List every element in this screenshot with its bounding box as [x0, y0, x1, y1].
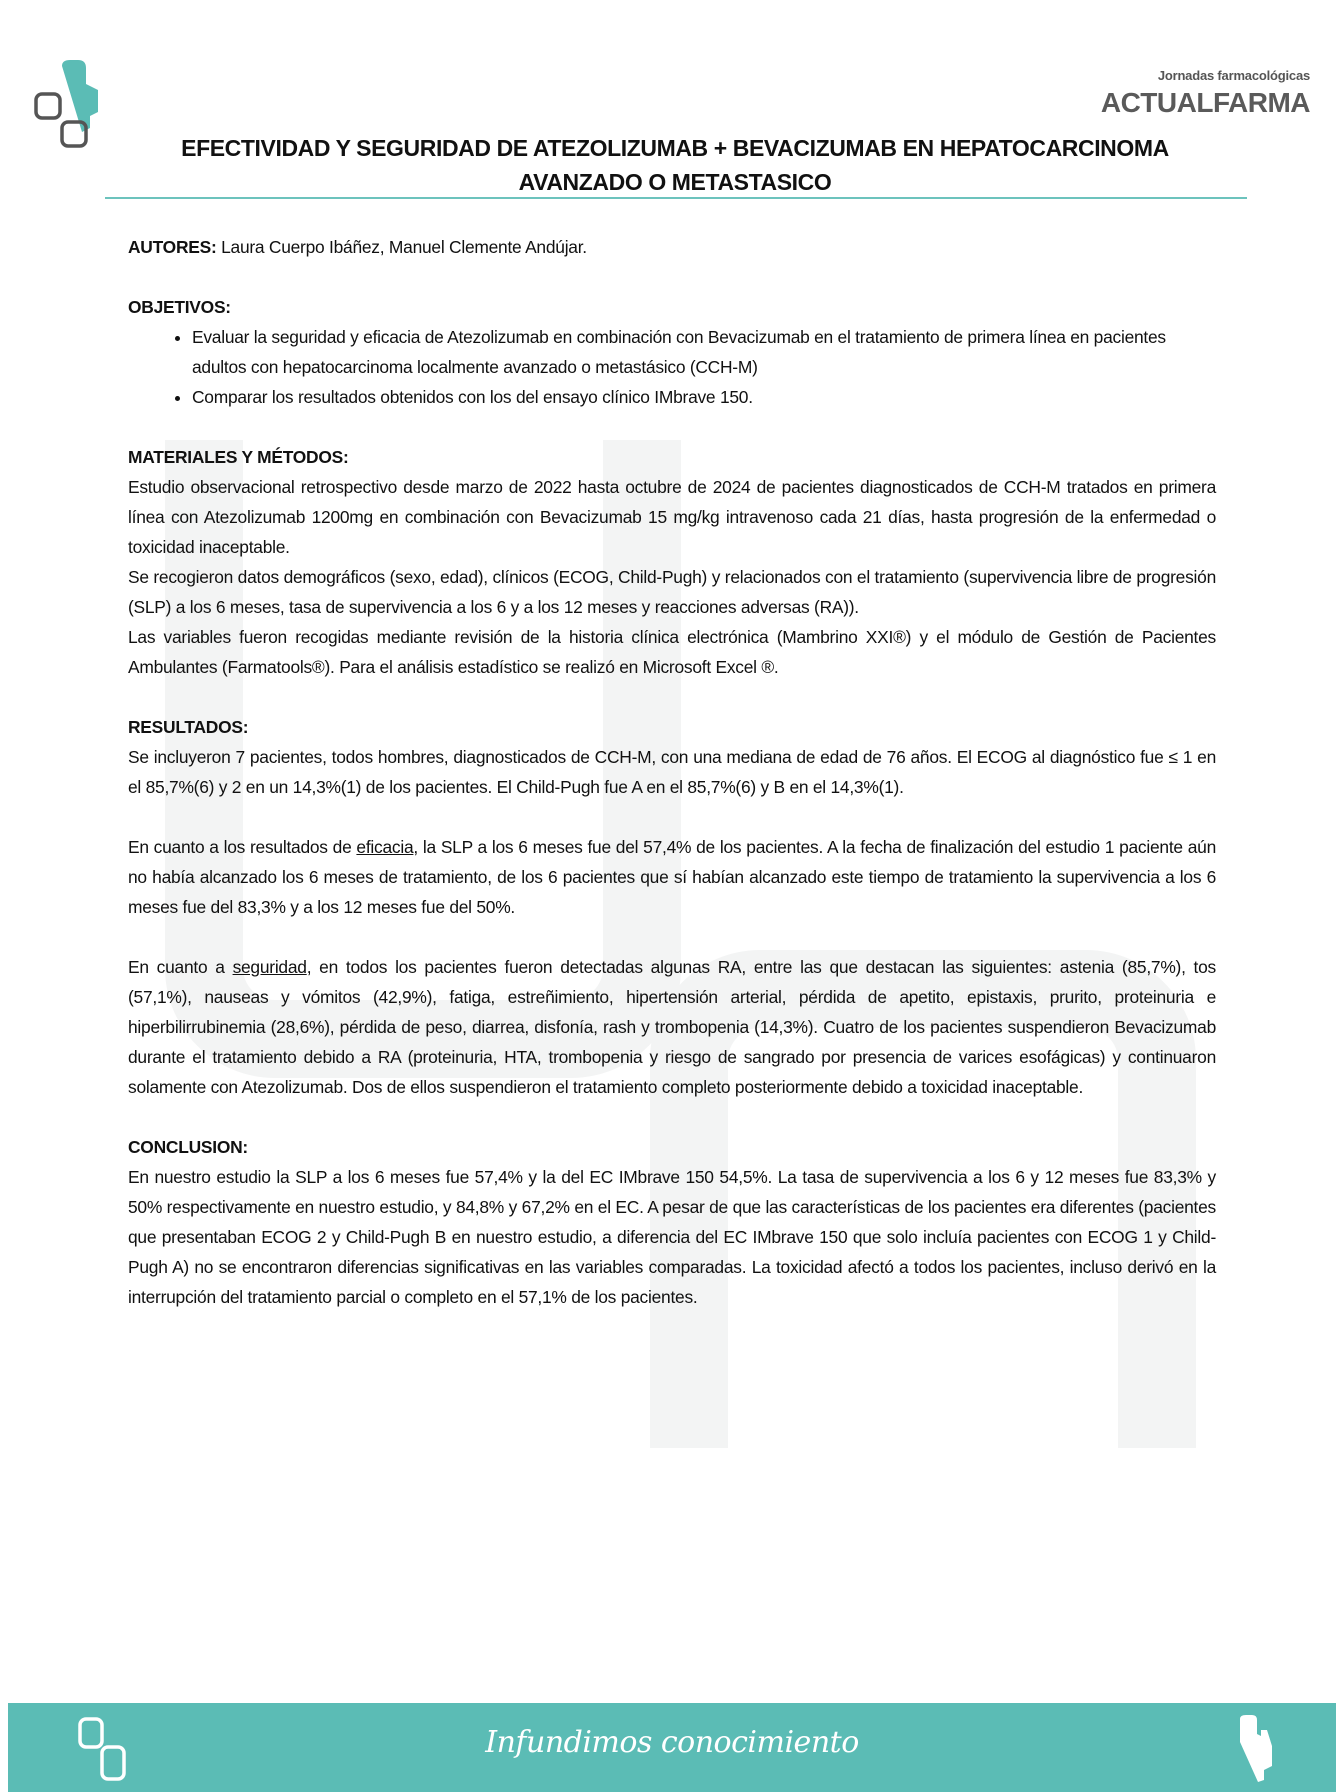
paragraph: Se recogieron datos demográficos (sexo, edad), clínicos (ECOG, Child-Pugh) y relacionados con el tratamiento (supervivencia libre de progresión (SLP) a los 6 meses, tasa de supervivencia a los 6 y a los 12 meses y reacciones adversas (RA)). — [128, 567, 1216, 617]
section-heading-conclusion: CONCLUSION: — [128, 1137, 248, 1157]
list-item: • Evaluar la seguridad y eficacia de Atezolizumab en combinación con Bevacizumab en el tratamiento de primera línea en pacientes adultos con hepatocarcinoma localmente avanzado o metastásico (CCH-M) — [192, 322, 1216, 382]
document-body — [128, 232, 1216, 1312]
section-heading-resultados: RESULTADOS: — [128, 717, 249, 737]
paragraph-seguridad — [128, 952, 1216, 1102]
section-heading-objetivos: OBJETIVOS: — [128, 297, 231, 317]
title-divider — [105, 197, 1247, 199]
footer-slogan: Infundimos conocimiento — [485, 1725, 859, 1760]
drop-logo-icon — [1236, 1715, 1276, 1790]
text-run: En cuanto a — [128, 957, 233, 977]
logo-brand: ACTUALFARMA — [1100, 87, 1310, 118]
authors — [128, 232, 1216, 262]
section-heading-materiales: MATERIALES Y MÉTODOS: — [128, 447, 349, 467]
text-run: , la SLP a los 6 meses fue del 57,4% de los pacientes. A la fecha de finalización del estudio 1 paciente aún no había alcanzado los 6 meses de tratamiento, de los 6 pacientes que sí habían alcanzado este tiempo de tratamiento la supervivencia a los 6 meses fue del 83,3% y a los 12 meses fue del 50%. — [128, 837, 1216, 917]
title-line-1: EFECTIVIDAD Y SEGURIDAD DE ATEZOLIZUMAB + BEVACIZUMAB EN HEPATOCARCINOMA — [181, 135, 1169, 161]
paragraph: Las variables fueron recogidas mediante revisión de la historia clínica electrónica (Mambrino XXI®) y el módulo de Gestión de Pacientes Ambulantes (Farmatools®). Para el análisis estadístico se realizó en Microsoft Excel ®. — [128, 627, 1216, 677]
text-run: En cuanto a los resultados de — [128, 837, 357, 857]
paragraph: En nuestro estudio la SLP a los 6 meses fue 57,4% y la del EC IMbrave 150 54,5%. La tasa de supervivencia a los 6 y 12 meses fue 83,3% y 50% respectivamente en nuestro estudio, y 84,8% y 67,2% en el EC. A pesar de que las características de los pacientes era diferentes (pacientes que presentaban ECOG 2 y Child-Pugh B en nuestro estudio, a diferencia del EC IMbrave 150 que solo incluía pacientes con ECOG 1 y Child-Pugh A) no se encontraron diferencias significativas en las variables comparadas. La toxicidad afectó a todos los pacientes, incluso derivó en la interrupción del tratamiento parcial o completo en el 57,1% de los pacientes. — [128, 1167, 1216, 1307]
paragraph: Estudio observacional retrospectivo desde marzo de 2022 hasta octubre de 2024 de pacientes diagnosticados de CCH-M tratados en primera línea con Atezolizumab 1200mg en combinación con Bevacizumab 15 mg/kg intravenoso cada 21 días, hasta progresión de la enfermedad o toxicidad inaceptable. — [128, 477, 1216, 557]
paragraph: Se incluyeron 7 pacientes, todos hombres, diagnosticados de CCH-M, con una mediana de edad de 76 años. El ECOG al diagnóstico fue ≤ 1 en el 85,7%(6) y 2 en un 14,3%(1) de los pacientes. El Child-Pugh fue A en el 85,7%(6) y B en el 14,3%(1). — [128, 747, 1216, 797]
authors-label: AUTORES: — [128, 237, 217, 257]
paragraph-eficacia — [128, 832, 1216, 922]
actualfarma-wordmark — [1101, 68, 1310, 119]
text-run: , en todos los pacientes fueron detectadas algunas RA, entre las que destacan las siguientes: astenia (85,7%), tos (57,1%), nauseas y vómitos (42,9%), fatiga, estreñimiento, hipertensión arterial, pérdida de apetito, epistaxis, prurito, proteinuria e hiperbilirrubinemia (28,6%), pérdida de peso, diarrea, disfonía, rash y trombopenia (14,3%). Cuatro de los pacientes suspendieron Bevacizumab durante el tratamiento debido a RA (proteinuria, HTA, trombopenia y riesgo de sangrado por presencia de varices esofágicas) y continuaron solamente con Atezolizumab. Dos de ellos suspendieron el tratamiento completo posteriormente debido a toxicidad inaceptable. — [128, 957, 1216, 1097]
list-item: • Comparar los resultados obtenidos con los del ensayo clínico IMbrave 150. — [192, 382, 1216, 412]
underlined-term: eficacia — [356, 837, 414, 857]
logo-subtitle: Jornadas farmacológicas — [1157, 68, 1310, 83]
objetivos-list — [128, 322, 1216, 412]
authors-text: Laura Cuerpo Ibáñez, Manuel Clemente Andújar. — [216, 237, 587, 257]
title-line-2: AVANZADO O METASTASICO — [518, 169, 832, 195]
footer-band — [8, 1703, 1336, 1792]
underlined-term: seguridad — [232, 957, 307, 977]
document-title — [100, 131, 1250, 199]
